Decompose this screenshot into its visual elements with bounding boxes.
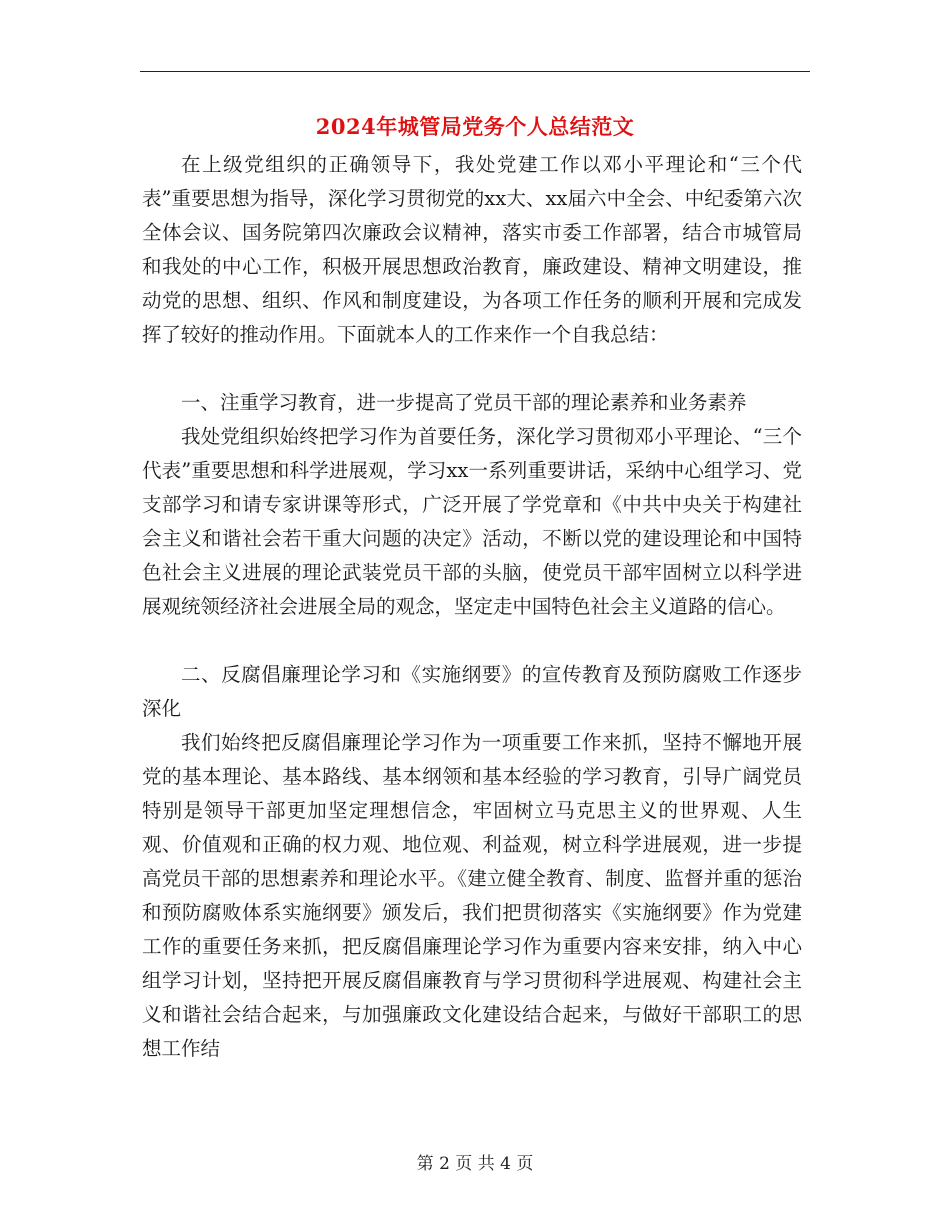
header-rule — [140, 71, 810, 72]
document-body — [142, 148, 802, 1066]
page-footer: 第 2 页 共 4 页 — [416, 1154, 534, 1174]
section-heading-2: 二、反腐倡廉理论学习和《实施纲要》的宣传教育及预防腐败工作逐步深化 — [142, 663, 802, 720]
section-heading-1: 一、注重学习教育，进一步提高了党员干部的理论素养和业务素养 — [181, 391, 747, 414]
section-paragraph-1: 我处党组织始终把学习作为首要任务，深化学习贯彻邓小平理论、“三个代表”重要思想和科学进展观，学习xx一系列重要讲话，采纳中心组学习、党支部学习和请专家讲课等形式，广泛开展了学党章和《中共中央关于构建社会主义和谐社会若干重大问题的决定》活动，不断以党的建设理论和中国特色社会主义进展的理论武装党员干部的头脑，使党员干部牢固树立以科学进展观统领经济社会进展全局的观念，坚定走中国特色社会主义道路的信心。 — [142, 425, 802, 618]
document-title: 2024年城管局党务个人总结范文 — [315, 114, 635, 139]
intro-paragraph: 在上级党组织的正确领导下，我处党建工作以邓小平理论和“三个代表”重要思想为指导，深化学习贯彻党的xx大、xx届六中全会、中纪委第六次全体会议、国务院第四次廉政会议精神，落实市委工作部署，结合市城管局和我处的中心工作，积极开展思想政治教育，廉政建设、精神文明建设，推动党的思想、组织、作风和制度建设，为各项工作任务的顺利开展和完成发挥了较好的推动作用。下面就本人的工作来作一个自我总结： — [142, 153, 802, 346]
section-paragraph-2: 我们始终把反腐倡廉理论学习作为一项重要工作来抓，坚持不懈地开展党的基本理论、基本路线、基本纲领和基本经验的学习教育，引导广阔党员特别是领导干部更加坚定理想信念，牢固树立马克思主义的世界观、人生观、价值观和正确的权力观、地位观、利益观，树立科学进展观，进一步提高党员干部的思想素养和理论水平。《建立健全教育、制度、监督并重的惩治和预防腐败体系实施纲要》颁发后，我们把贯彻落实《实施纲要》作为党建工作的重要任务来抓，把反腐倡廉理论学习作为重要内容来安排，纳入中心组学习计划，坚持把开展反腐倡廉教育与学习贯彻科学进展观、构建社会主义和谐社会结合起来，与加强廉政文化建设结合起来，与做好干部职工的思想工作结 — [142, 731, 802, 1060]
